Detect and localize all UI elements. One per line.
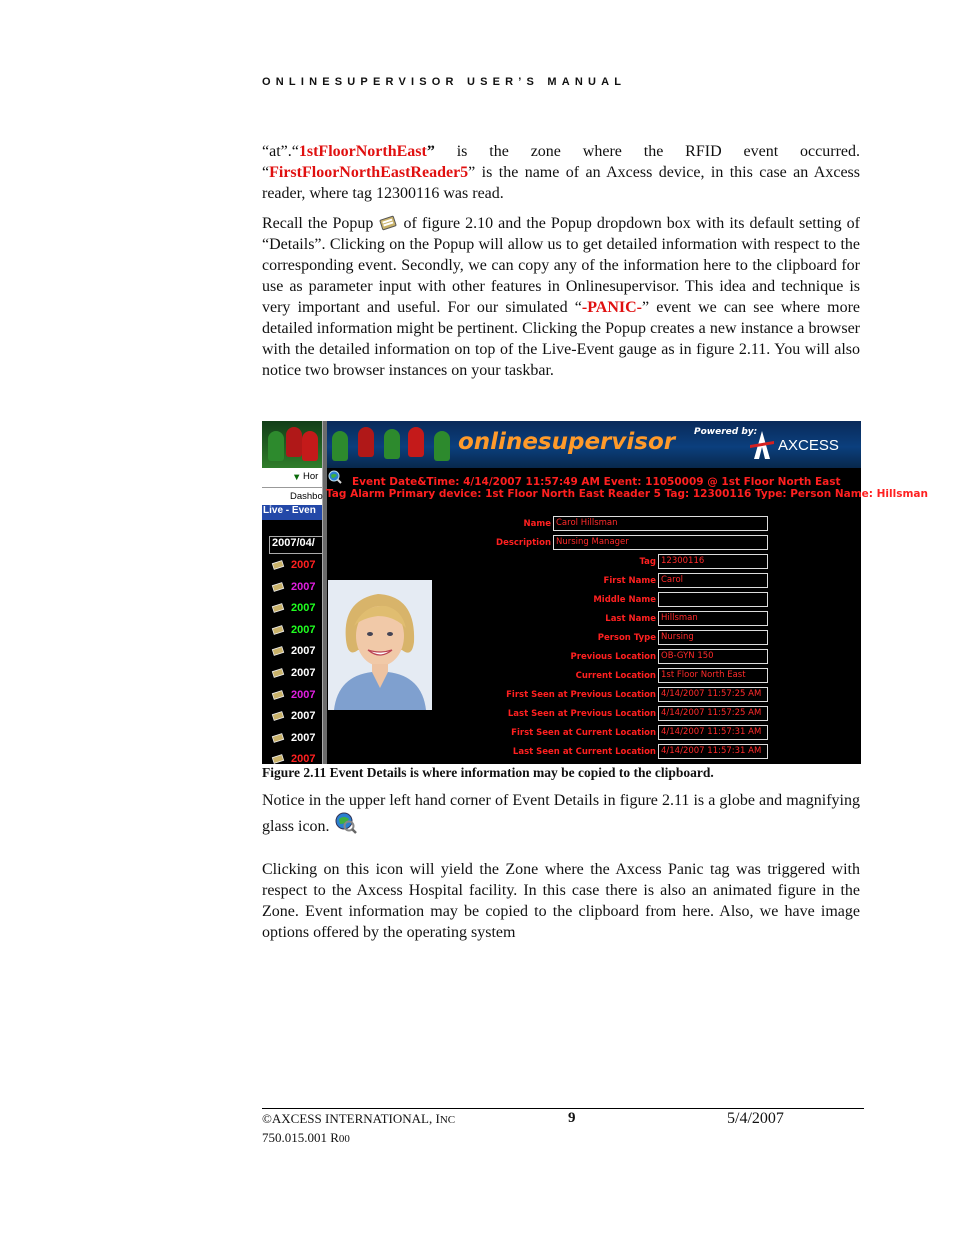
event-year: 2007 — [291, 559, 316, 571]
person-photo — [328, 580, 432, 710]
event-row[interactable] — [272, 710, 315, 726]
field-value[interactable]: Hillsman — [658, 611, 768, 626]
field-value[interactable]: 4/14/2007 11:57:25 AM — [658, 687, 768, 702]
onlinesupervisor-logo: onlinesupervisor — [458, 429, 676, 455]
paragraph-popup-explanation: Recall the Popup of figure 2.10 and the Popup dropdown box with its default setting of “Details”. Clicking on the Popup will allow us to get detailed information with respect to the corresponding event. Secondly, we can copy any of the information here to the clipboard for use as parameter input with other features in Onlinesupervisor. This idea and technique is very important and useful. For our simulated “-PANIC-” event we can see where more detailed information might be pertinent. Clicking the Popup creates a new instance a browser with the detailed information on top of the Live-Event gauge as in figure 2.11. You will also notice two browser instances on your taskbar. — [262, 215, 861, 380]
field-value[interactable]: 12300116 — [658, 554, 768, 569]
event-year: 2007 — [291, 667, 316, 679]
frame-divider — [322, 421, 327, 764]
popup-icon[interactable] — [272, 668, 284, 678]
figure-caption: Figure 2.11 Event Details is where information may be copied to the clipboard. — [262, 765, 714, 780]
nav-dashboard[interactable]: Dashbo — [262, 487, 322, 506]
live-events-title: Live - Even — [262, 505, 322, 520]
globe-magnifier-icon — [334, 811, 358, 835]
event-row[interactable] — [272, 645, 315, 661]
paragraph-zone-link: Clicking on this icon will yield the Zone where the Axcess Panic tag was triggered with respect to the Axcess Hospital facility. In this case there is also an animated figure in the Zone. Event information may be copied to the clipboard from here. Also, we have image options offered by the operating system — [262, 861, 860, 941]
field-label: Tag — [639, 557, 656, 567]
person-figure-icon — [332, 431, 348, 461]
field-label: Description — [496, 538, 551, 548]
event-row[interactable] — [272, 667, 315, 683]
reader-name: FirstFloorNorthEastReader5 — [269, 164, 469, 181]
popup-icon[interactable] — [272, 625, 284, 635]
globe-magnifier-icon[interactable] — [328, 470, 342, 484]
field-label: Last Seen at Previous Location — [507, 709, 656, 719]
event-year: 2007 — [291, 645, 316, 658]
popup-icon[interactable] — [272, 690, 284, 700]
field-value[interactable]: Nursing — [658, 630, 768, 645]
event-year: 2007 — [291, 602, 316, 615]
event-summary-line2: Tag Alarm Primary device: 1st Floor North East Reader 5 Tag: 12300116 Type: Person Name: Hillsman — [326, 488, 928, 500]
popup-icon[interactable] — [272, 603, 284, 613]
event-row[interactable] — [272, 624, 315, 640]
field-label: Name — [523, 519, 551, 529]
event-year: 2007 — [291, 623, 316, 636]
popup-icon[interactable] — [272, 733, 284, 743]
event-row[interactable] — [272, 689, 315, 705]
field-label: Last Seen at Current Location — [512, 747, 656, 757]
event-row[interactable] — [272, 559, 315, 575]
field-value[interactable] — [658, 592, 768, 607]
event-year: 2007 — [291, 580, 316, 593]
field-value[interactable]: Carol Hillsman — [553, 516, 768, 531]
popup-icon — [378, 214, 398, 234]
event-year: 2007 — [291, 753, 316, 766]
zone-name: 1stFloorNorthEast — [298, 143, 427, 160]
event-row[interactable] — [272, 581, 315, 597]
nav-home[interactable]: ▼ Hor — [262, 468, 322, 488]
footer-copyright: ©AXCESS INTERNATIONAL, INC 750.015.001 R00 — [262, 1111, 456, 1145]
app-banner — [262, 421, 861, 468]
field-label: Middle Name — [593, 595, 656, 605]
running-header: ONLINESUPERVISOR USER’S MANUAL — [262, 76, 627, 88]
event-summary-line1: Event Date&Time: 4/14/2007 11:57:49 AM Event: 11050009 @ 1st Floor North East — [352, 476, 841, 488]
field-label: First Seen at Current Location — [511, 728, 656, 738]
popup-icon[interactable] — [272, 560, 284, 570]
popup-icon[interactable] — [272, 646, 284, 656]
field-label: Last Name — [605, 614, 656, 624]
person-figure-icon — [358, 427, 374, 457]
event-year: 2007 — [291, 731, 316, 744]
powered-by-label: Powered by: — [694, 427, 758, 437]
field-value[interactable]: OB-GYN 150 — [658, 649, 768, 664]
field-value[interactable]: 4/14/2007 11:57:31 AM — [658, 744, 768, 759]
popup-icon[interactable] — [272, 711, 284, 721]
paragraph-globe-icon: Notice in the upper left hand corner of Event Details in figure 2.11 is a globe and magnifying glass icon. — [262, 792, 860, 835]
footer-date: 5/4/2007 — [727, 1110, 784, 1127]
person-figure-icon — [286, 427, 302, 457]
event-year: 2007 — [291, 688, 316, 701]
field-value[interactable]: Carol — [658, 573, 768, 588]
triangle-down-icon: ▼ — [292, 472, 302, 483]
page-number: 9 — [568, 1110, 576, 1126]
field-label: First Seen at Previous Location — [506, 690, 656, 700]
event-details-screenshot — [262, 421, 928, 766]
field-label: Person Type — [597, 633, 656, 643]
person-figure-icon — [268, 431, 284, 461]
person-figure-icon — [434, 431, 450, 461]
date-field[interactable]: 2007/04/ — [269, 536, 323, 554]
axcess-brand: AXCESS — [778, 437, 839, 454]
event-row[interactable] — [272, 732, 315, 748]
paragraph-zone-explanation: “at”.“1stFloorNorthEast” is the zone where the RFID event occurred. “FirstFloorNorthEastReader5” is the name of an Axcess device, in this case an Axcess reader, where tag 12300116 was read. — [262, 143, 860, 202]
person-figure-icon — [302, 431, 318, 461]
field-value[interactable]: 1st Floor North East — [658, 668, 768, 683]
field-label: Current Location — [575, 671, 656, 681]
event-row[interactable] — [272, 602, 315, 618]
panic-event: -PANIC- — [581, 299, 643, 317]
field-value[interactable]: 4/14/2007 11:57:31 AM — [658, 725, 768, 740]
field-value[interactable]: Nursing Manager — [553, 535, 768, 550]
person-figure-icon — [384, 429, 400, 459]
field-label: First Name — [603, 576, 656, 586]
axcess-logo-icon — [750, 429, 774, 461]
footer-rule — [262, 1108, 864, 1109]
person-figure-icon — [408, 427, 424, 457]
popup-icon[interactable] — [272, 754, 284, 764]
popup-icon[interactable] — [272, 582, 284, 592]
field-value[interactable]: 4/14/2007 11:57:25 AM — [658, 706, 768, 721]
field-label: Previous Location — [570, 652, 656, 662]
event-year: 2007 — [291, 710, 316, 723]
